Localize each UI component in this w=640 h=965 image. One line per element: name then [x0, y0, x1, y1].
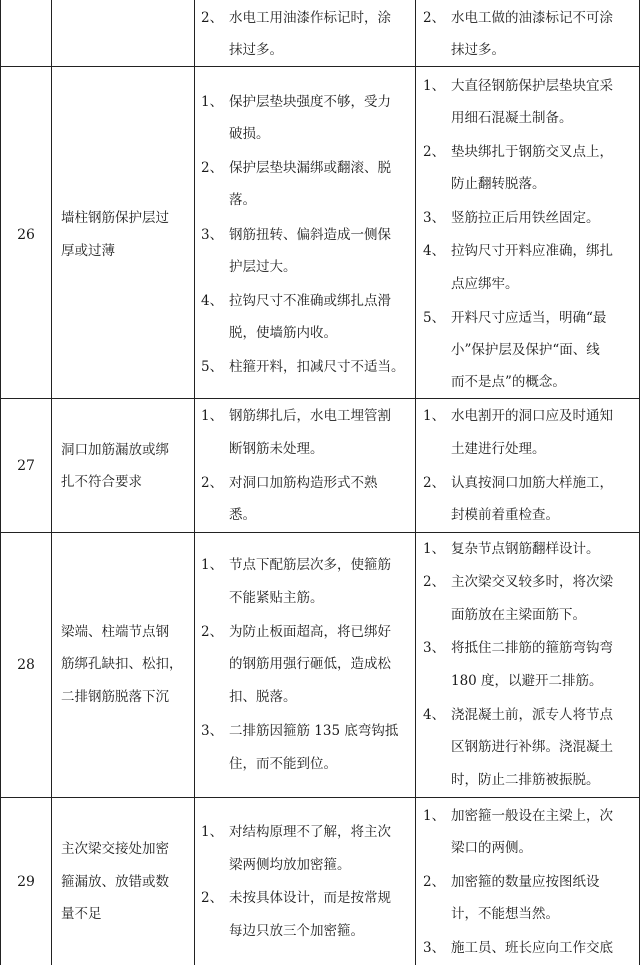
measure-text: 水电工做的油漆标记不可涂 — [451, 10, 613, 26]
cause-number: 1、 — [201, 408, 224, 424]
measure-text: 大直径钢筋保护层垫块宜采 — [451, 78, 613, 94]
measure-text: 区钢筋进行补绑。浇混凝土 — [451, 739, 613, 755]
cause-text: 对洞口加筋构造形式不熟 — [229, 475, 378, 491]
measure-text: 水电割开的洞口应及时通知 — [451, 408, 613, 424]
cause-text: 每边只放三个加密箍。 — [229, 923, 364, 939]
cause-number: 2、 — [201, 160, 224, 176]
cause-text: 断钢筋未处理。 — [229, 441, 324, 457]
cause-text: 住，而不能到位。 — [229, 756, 337, 772]
measure-number: 2、 — [423, 574, 446, 590]
column-divider — [51, 0, 52, 965]
cause-text: 护层过大。 — [229, 259, 297, 275]
row-divider — [0, 398, 640, 399]
problem-text: 墙柱钢筋保护层过 — [61, 210, 169, 226]
measure-text: 抹过多。 — [451, 42, 505, 58]
measure-text: 浇混凝土前，派专人将节点 — [451, 707, 613, 723]
problem-text: 洞口加筋漏放或绑 — [61, 442, 169, 458]
measure-number: 5、 — [423, 310, 446, 326]
cause-text: 未按具体设计，而是按常规 — [229, 890, 391, 906]
measure-text: 主次梁交叉较多时，将次梁 — [451, 574, 613, 590]
measure-number: 2、 — [423, 475, 446, 491]
measure-text: 防止翻转脱落。 — [451, 176, 546, 192]
cause-text: 钢筋绑扎后，水电工埋管割 — [229, 408, 391, 424]
measure-number: 3、 — [423, 940, 446, 956]
measure-text: 施工员、班长应向工作交底 — [451, 940, 613, 956]
measure-number: 2、 — [423, 144, 446, 160]
column-divider — [0, 0, 1, 965]
row-divider — [0, 797, 640, 798]
measure-text: 面筋放在主梁面筋下。 — [451, 607, 586, 623]
cause-number: 3、 — [201, 227, 224, 243]
row-number: 26 — [17, 227, 35, 243]
measure-text: 计，不能想当然。 — [451, 906, 559, 922]
cause-number: 2、 — [201, 624, 224, 640]
measure-text: 封模前着重检查。 — [451, 507, 559, 523]
cause-number: 4、 — [201, 293, 224, 309]
cause-text: 扣、脱落。 — [229, 689, 297, 705]
measure-number: 3、 — [423, 640, 446, 656]
cause-text: 为防止板面超高，将已绑好 — [229, 624, 391, 640]
measure-text: 点应绑牢。 — [451, 276, 519, 292]
cause-text: 保护层垫块强度不够，受力 — [229, 94, 391, 110]
measure-text: 土建进行处理。 — [451, 441, 546, 457]
measure-text: 时，防止二排筋被振脱。 — [451, 772, 600, 788]
problem-text: 梁端、柱端节点钢 — [61, 624, 169, 640]
cause-text: 节点下配筋层次多，使箍筋 — [229, 557, 391, 573]
measure-text: 加密箍的数量应按图纸设 — [451, 874, 600, 890]
column-divider — [194, 0, 195, 965]
cause-number: 2、 — [201, 890, 224, 906]
measure-number: 4、 — [423, 243, 446, 259]
cause-text: 不能紧贴主筋。 — [229, 590, 324, 606]
cause-number: 1、 — [201, 94, 224, 110]
problem-text: 箍漏放、放错或数 — [61, 874, 169, 890]
measure-number: 3、 — [423, 210, 446, 226]
measure-number: 1、 — [423, 78, 446, 94]
problem-text: 扎不符合要求 — [61, 474, 142, 490]
measure-text: 加密箍一般设在主梁上，次 — [451, 808, 613, 824]
cause-text: 对结构原理不了解，将主次 — [229, 824, 391, 840]
row-number: 28 — [17, 657, 35, 673]
cause-text: 梁两侧均放加密箍。 — [229, 857, 351, 873]
measure-number: 2、 — [423, 874, 446, 890]
problem-text: 二排钢筋脱落下沉 — [61, 689, 169, 705]
measure-text: 用细石混凝土制备。 — [451, 110, 573, 126]
measure-number: 1、 — [423, 541, 446, 557]
cause-text: 拉钩尺寸不准确或绑扎点滑 — [229, 293, 391, 309]
measure-text: 拉钩尺寸开料应准确，绑扎 — [451, 243, 613, 259]
measure-text: 竖筋拉正后用铁丝固定。 — [451, 210, 600, 226]
row-divider — [0, 66, 640, 67]
measure-text: 180 度，以避开二排筋。 — [451, 673, 603, 689]
measure-number: 1、 — [423, 408, 446, 424]
row-number: 27 — [17, 458, 35, 474]
measure-number: 4、 — [423, 707, 446, 723]
measure-text: 将抵住二排筋的箍筋弯钩弯 — [451, 640, 613, 656]
row-number: 29 — [17, 874, 35, 890]
cause-text: 钢筋扭转、偏斜造成一侧保 — [229, 227, 391, 243]
cause-text: 二排筋因箍筋 135 底弯钩抵 — [229, 723, 399, 739]
problem-text: 主次梁交接处加密 — [61, 841, 169, 857]
problem-text: 筋绑孔缺扣、松扣， — [61, 656, 183, 672]
measure-text: 小”保护层及保护“面、线 — [451, 342, 600, 358]
problem-text: 厚或过薄 — [61, 243, 115, 259]
cause-number: 5、 — [201, 359, 224, 375]
cause-text: 保护层垫块漏绑或翻滚、脱 — [229, 160, 391, 176]
cause-number: 1、 — [201, 824, 224, 840]
measure-text: 认真按洞口加筋大样施工， — [451, 475, 613, 491]
measure-text: 而不是点”的概念。 — [451, 374, 566, 390]
cause-text: 抹过多。 — [229, 42, 283, 58]
measure-text: 垫块绑扎于钢筋交叉点上， — [451, 144, 613, 160]
cause-text: 破损。 — [229, 126, 270, 142]
cause-text: 柱箍开料，扣减尺寸不适当。 — [229, 359, 405, 375]
cause-text: 水电工用油漆作标记时，涂 — [229, 10, 391, 26]
measure-number: 2、 — [423, 10, 446, 26]
cause-text: 的钢筋用强行砸低，造成松 — [229, 656, 391, 672]
problem-text: 量不足 — [61, 906, 102, 922]
column-divider — [415, 0, 416, 965]
row-divider — [0, 532, 640, 533]
cause-text: 悉。 — [229, 507, 256, 523]
measure-text: 梁口的两侧。 — [451, 840, 532, 856]
cause-text: 落。 — [229, 192, 256, 208]
cause-number: 1、 — [201, 557, 224, 573]
cause-text: 脱，使墙筋内收。 — [229, 325, 337, 341]
measure-text: 复杂节点钢筋翻样设计。 — [451, 541, 600, 557]
cause-number: 2、 — [201, 10, 224, 26]
measure-text: 开料尺寸应适当，明确“最 — [451, 310, 607, 326]
measure-number: 1、 — [423, 808, 446, 824]
cause-number: 2、 — [201, 475, 224, 491]
cause-number: 3、 — [201, 723, 224, 739]
